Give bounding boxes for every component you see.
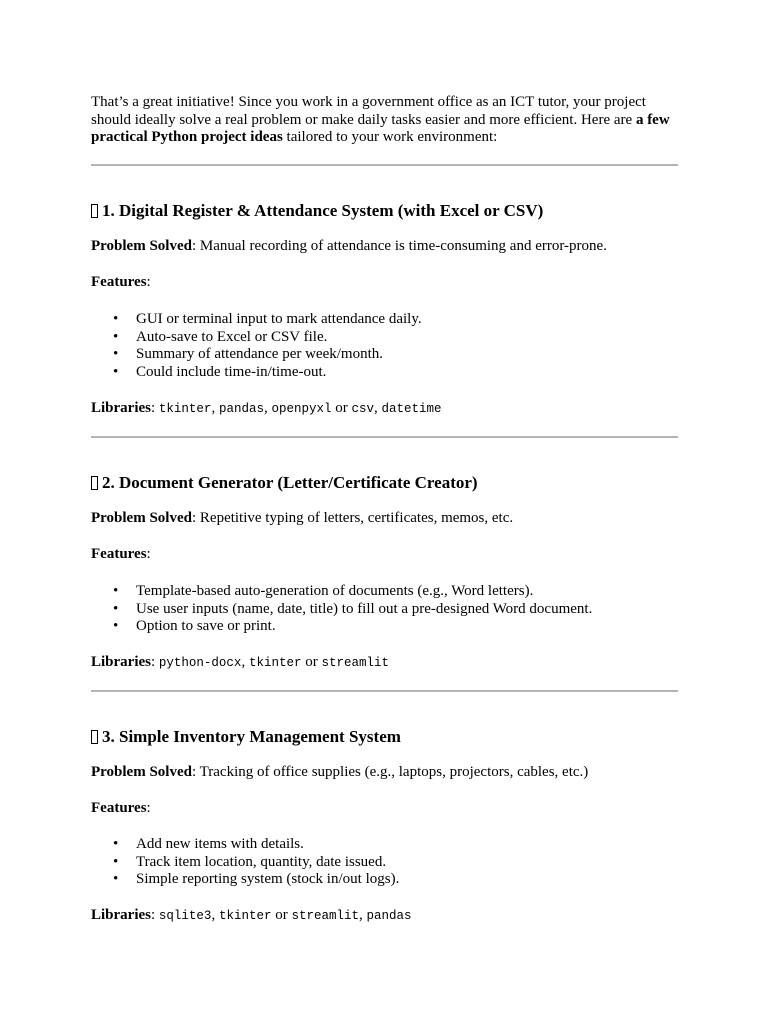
libraries-label: Libraries [91,400,151,416]
libraries-label: Libraries [91,654,151,670]
list-item: • Could include time-in/time-out. [91,364,422,382]
separator: , [263,400,272,416]
library-name: tkinter [158,402,212,416]
section-3-features-label [91,800,151,818]
colon: : [146,546,151,562]
features-label: Features [91,546,147,562]
horizontal-rule [91,690,678,692]
list-item: • Summary of attendance per week/month. [91,346,422,364]
list-item: • Use user inputs (name, date, title) to fill out a pre-designed Word document. [91,601,592,619]
colon: : [151,907,156,923]
list-item: • Auto-save to Excel or CSV file. [91,329,422,347]
separator: or [331,400,352,416]
libraries-label: Libraries [91,907,151,923]
section-2-problem [91,510,513,528]
section-2-feature-list [91,583,592,636]
section-3-feature-list [91,836,399,889]
features-label: Features [91,800,147,816]
list-item: • Track item location, quantity, date issued. [91,854,399,872]
separator: or [301,654,322,670]
list-item: • Template-based auto-generation of documents (e.g., Word letters). [91,583,592,601]
horizontal-rule [91,436,678,438]
unknown-glyph-box-icon [91,730,98,744]
library-name: datetime [381,402,442,416]
library-name: pandas [366,909,412,923]
library-name: pandas [218,402,264,416]
section-1-feature-list [91,311,422,381]
intro-paragraph [91,94,681,147]
problem-label: Problem Solved [91,510,192,526]
separator: , [358,907,367,923]
problem-label: Problem Solved [91,764,192,780]
library-name: tkinter [248,656,302,670]
colon: : [151,400,156,416]
section-3-title: 3. Simple Inventory Management System [102,727,401,746]
library-name: streamlit [321,656,389,670]
section-1-features-label [91,274,151,292]
list-item: • Simple reporting system (stock in/out logs). [91,871,399,889]
colon: : [151,654,156,670]
library-name: streamlit [291,909,359,923]
separator: , [373,400,382,416]
library-name: tkinter [218,909,272,923]
section-2-features-label [91,546,151,564]
intro-bold-phrase: a few practical Python project ideas [91,111,670,145]
section-1-libraries [91,400,442,419]
list-item: • Add new items with details. [91,836,399,854]
unknown-glyph-box-icon [91,476,98,490]
section-3-heading [91,727,401,747]
separator: or [271,907,292,923]
section-1-problem [91,238,607,256]
list-item: • GUI or terminal input to mark attendance daily. [91,311,422,329]
horizontal-rule [91,164,678,166]
problem-label: Problem Solved [91,238,192,254]
section-3-problem [91,764,588,782]
colon: : [146,274,151,290]
problem-text: : Repetitive typing of letters, certificates, memos, etc. [191,510,514,526]
section-2-libraries [91,654,389,673]
separator: , [241,654,249,670]
library-name: csv [351,402,374,416]
section-1-heading [91,201,543,221]
section-3-libraries [91,907,411,926]
features-label: Features [91,274,147,290]
library-name: openpyxl [271,402,332,416]
library-name: python-docx [158,656,242,670]
section-2-heading [91,473,478,493]
unknown-glyph-box-icon [91,204,98,218]
problem-text: : Tracking of office supplies (e.g., laptops, projectors, cables, etc.) [191,764,589,780]
colon: : [146,800,151,816]
intro-text-start: That’s a great initiative! Since you work in a government office as an ICT tutor, your project should ideally solve a real problem or make daily tasks easier and more efficient. Here are [91,94,646,128]
section-2-title: 2. Document Generator (Letter/Certificate Creator) [102,473,478,492]
library-name: sqlite3 [158,909,212,923]
problem-text: : Manual recording of attendance is time-consuming and error-prone. [191,238,607,254]
section-1-title: 1. Digital Register & Attendance System (with Excel or CSV) [102,201,544,220]
separator: , [211,400,219,416]
list-item: • Option to save or print. [91,618,592,636]
intro-text-end: tailored to your work environment: [282,129,498,145]
separator: , [211,907,219,923]
